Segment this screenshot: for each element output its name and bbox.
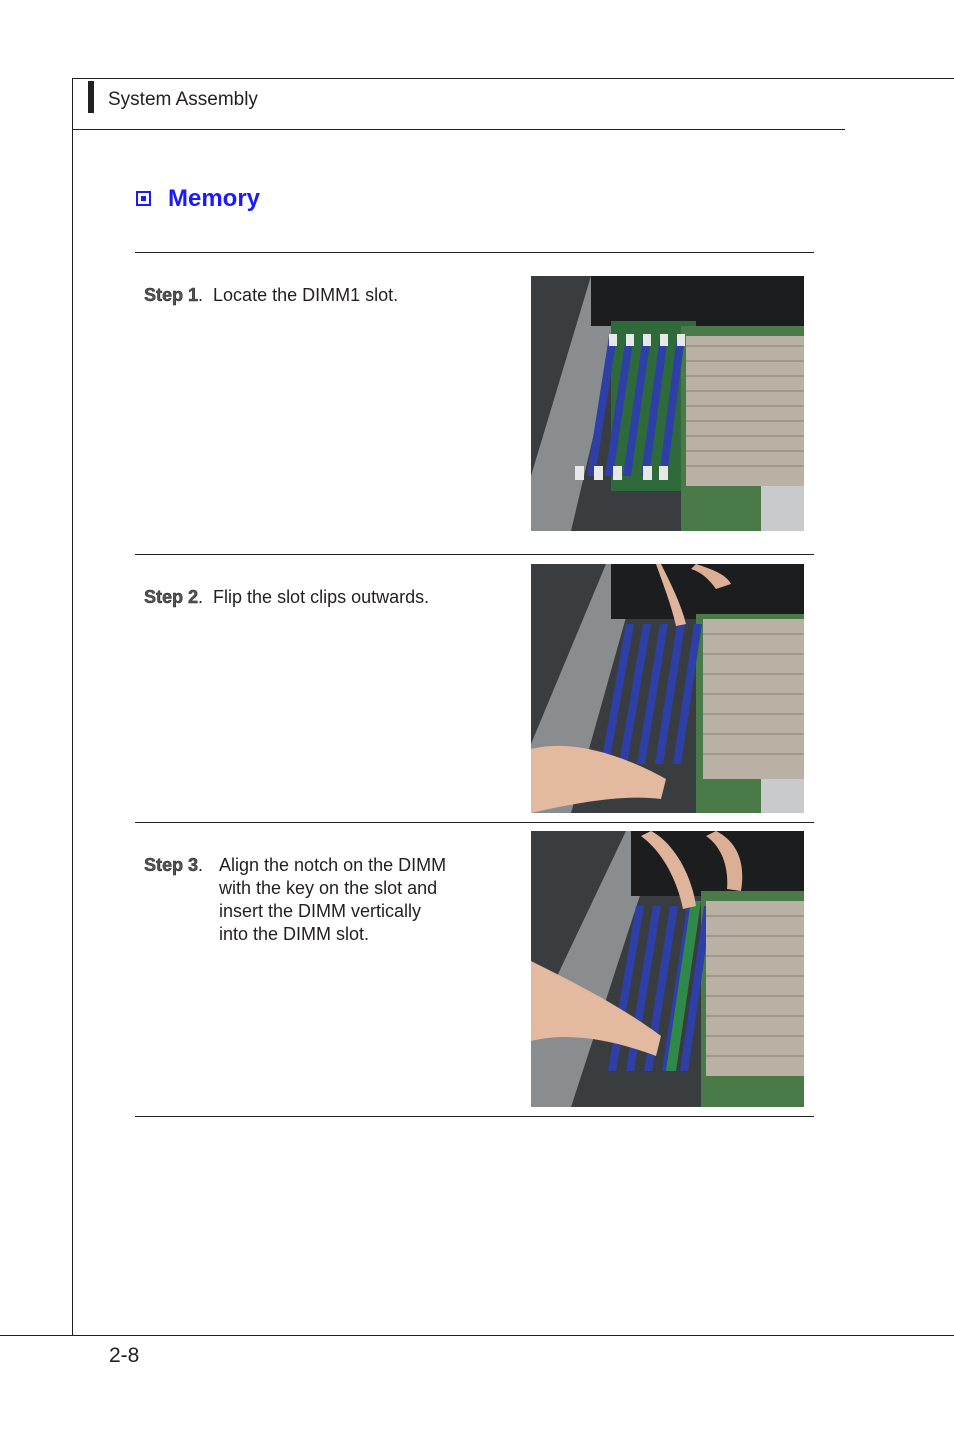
step-label: Step 1 bbox=[144, 285, 199, 305]
table-rule-1 bbox=[135, 554, 814, 555]
page-left-rule bbox=[72, 78, 73, 1335]
section-title: Memory bbox=[168, 185, 261, 212]
step-3-body bbox=[219, 854, 446, 946]
step-1-text bbox=[144, 284, 398, 307]
step-label: Step 3 bbox=[144, 855, 199, 875]
footer-rule bbox=[0, 1335, 954, 1336]
step-3-text bbox=[144, 854, 203, 877]
header-top-rule bbox=[72, 78, 954, 79]
step-1-photo bbox=[531, 276, 804, 531]
step-description: . Flip the slot clips outwards. bbox=[198, 587, 430, 607]
step-2-text bbox=[144, 586, 429, 609]
table-rule-2 bbox=[135, 822, 814, 823]
step-line: into the DIMM slot. bbox=[219, 924, 370, 944]
table-rule-top bbox=[135, 252, 814, 253]
table-rule-bottom bbox=[135, 1116, 814, 1117]
header-title: System Assembly bbox=[108, 89, 258, 110]
step-line: Align the notch on the DIMM bbox=[219, 855, 447, 875]
step-description: . Locate the DIMM1 slot. bbox=[198, 285, 399, 305]
header-bar bbox=[88, 81, 94, 113]
step-line: insert the DIMM vertically bbox=[219, 901, 422, 921]
section-bullet-icon bbox=[136, 191, 151, 206]
step-3-photo bbox=[531, 831, 804, 1107]
step-line: with the key on the slot and bbox=[219, 878, 438, 898]
step-description: . bbox=[198, 855, 204, 875]
step-2-photo bbox=[531, 564, 804, 813]
step-label: Step 2 bbox=[144, 587, 199, 607]
page-number: 2-8 bbox=[109, 1344, 140, 1367]
header-bottom-rule bbox=[72, 129, 845, 130]
